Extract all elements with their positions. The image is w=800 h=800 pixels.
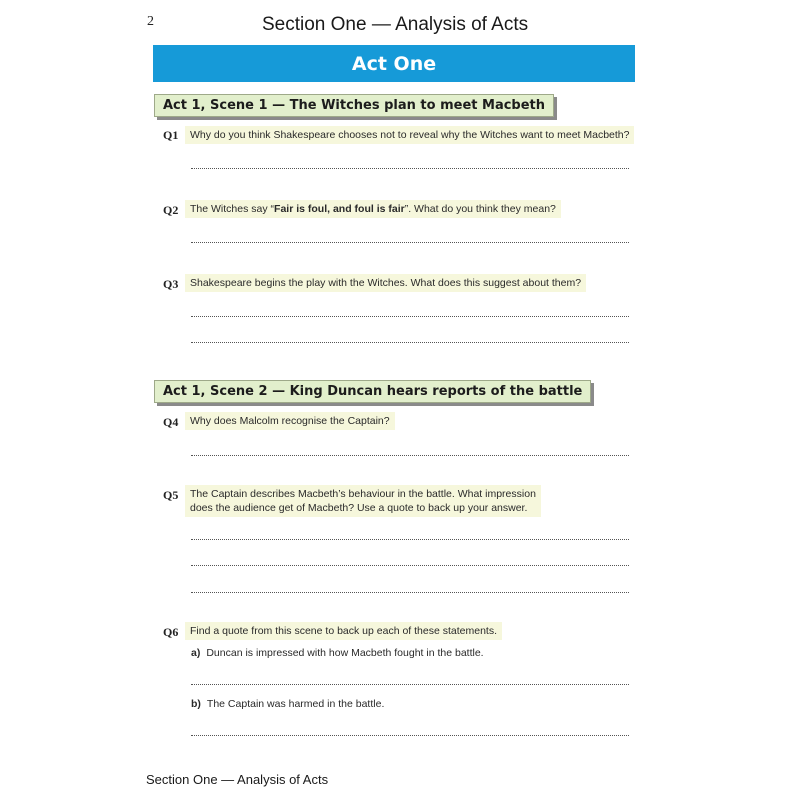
question-number: Q1 bbox=[163, 128, 179, 142]
answer-line[interactable] bbox=[191, 684, 629, 685]
answer-line[interactable] bbox=[191, 242, 629, 243]
answer-line[interactable] bbox=[191, 539, 629, 540]
question-3-text: Shakespeare begins the play with the Witches. What does this suggest about them? bbox=[185, 274, 586, 292]
question-number: Q6 bbox=[163, 625, 179, 639]
page-number: 2 bbox=[147, 14, 154, 29]
answer-line[interactable] bbox=[191, 735, 629, 736]
question-2-text: The Witches say “Fair is foul, and foul is fair”. What do you think they mean? bbox=[185, 200, 561, 218]
answer-line[interactable] bbox=[191, 592, 629, 593]
question-4-text: Why does Malcolm recognise the Captain? bbox=[185, 412, 395, 430]
act-title: Act One bbox=[351, 52, 437, 75]
question-6-text: Find a quote from this scene to back up each of these statements. bbox=[185, 622, 502, 640]
question-1-text: Why do you think Shakespeare chooses not to reveal why the Witches want to meet Macbeth? bbox=[185, 126, 634, 144]
question-number: Q3 bbox=[163, 277, 179, 291]
question-number: Q2 bbox=[163, 203, 179, 217]
quote-text: Fair is foul, and foul is fair bbox=[274, 203, 405, 215]
answer-line[interactable] bbox=[191, 455, 629, 456]
question-5-text: The Captain describes Macbeth’s behaviour in the battle. What impression does the audience get of Macbeth? Use a quote to back up your answer. bbox=[185, 485, 541, 517]
page-title: Section One — Analysis of Acts bbox=[262, 14, 529, 35]
question-6a: a) Duncan is impressed with how Macbeth fought in the battle. bbox=[191, 647, 484, 659]
question-number: Q5 bbox=[163, 488, 179, 502]
answer-line[interactable] bbox=[191, 316, 629, 317]
page-footer: Section One — Analysis of Acts bbox=[146, 772, 329, 787]
answer-line[interactable] bbox=[191, 565, 629, 566]
answer-line[interactable] bbox=[191, 342, 629, 343]
question-number: Q4 bbox=[163, 415, 179, 429]
answer-line[interactable] bbox=[191, 168, 629, 169]
act-banner bbox=[153, 45, 635, 82]
scene-2-heading: Act 1, Scene 2 — King Duncan hears reports of the battle bbox=[154, 380, 591, 403]
question-6b: b) The Captain was harmed in the battle. bbox=[191, 698, 385, 710]
scene-1-heading: Act 1, Scene 1 — The Witches plan to meet Macbeth bbox=[154, 94, 554, 117]
